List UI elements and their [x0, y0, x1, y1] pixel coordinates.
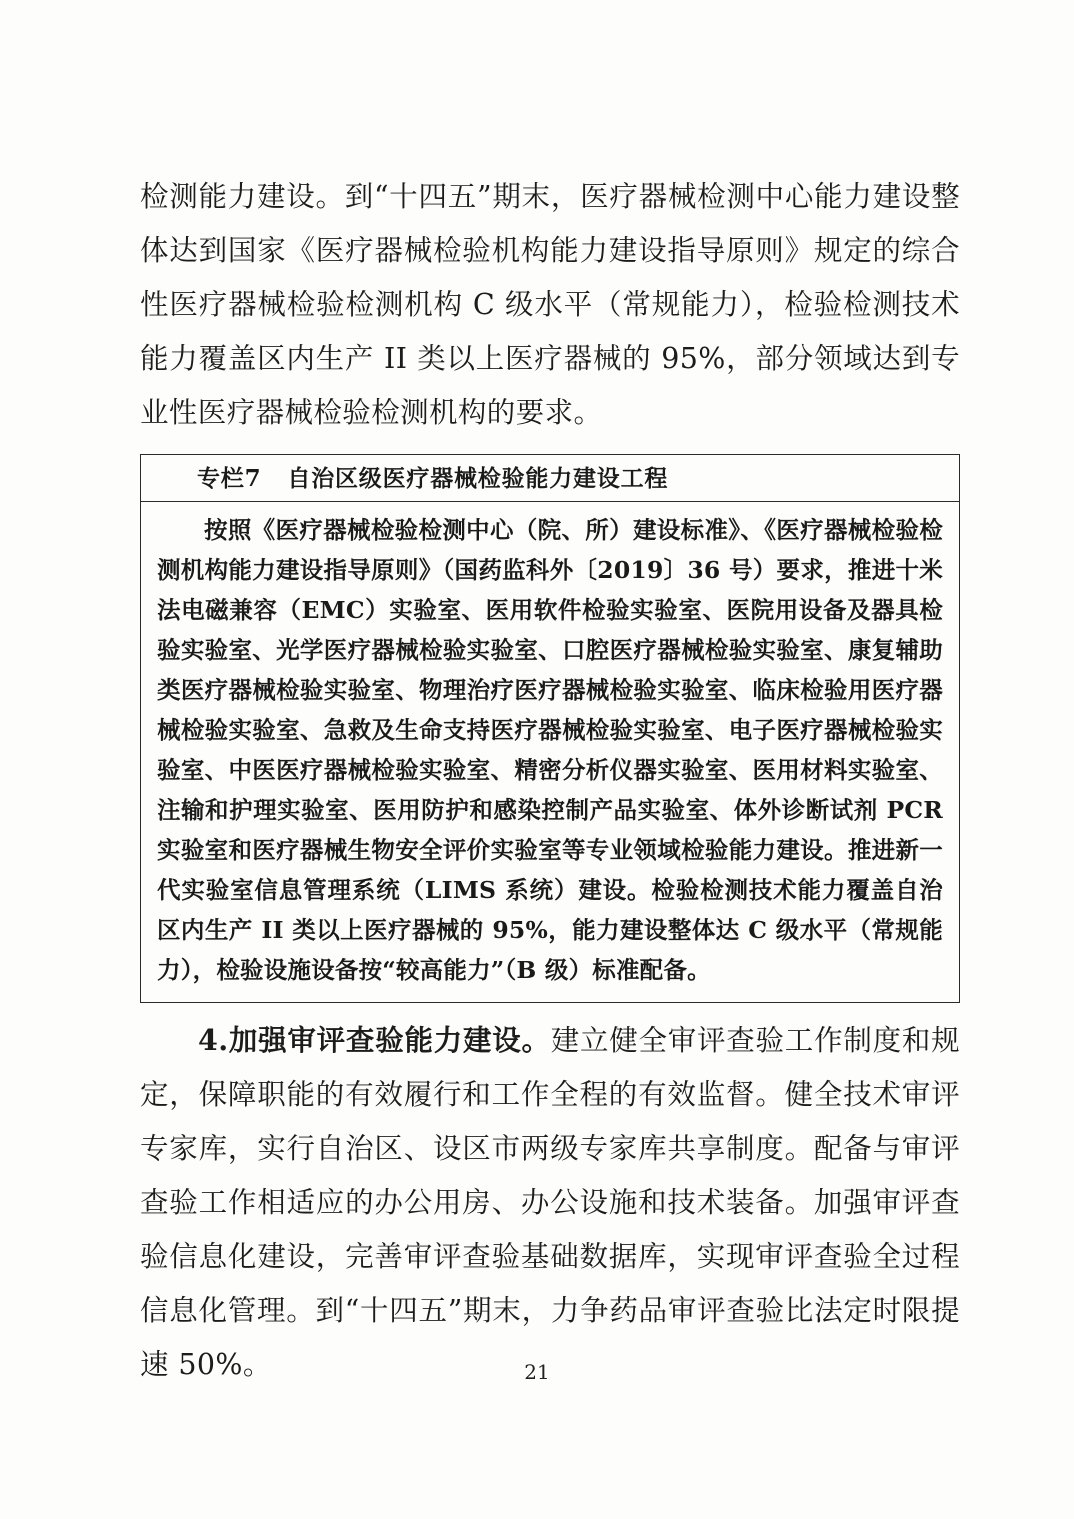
- page-number: 21: [524, 1360, 550, 1384]
- paragraph-continuation: 检测能力建设。到“十四五”期末，医疗器械检测中心能力建设整体达到国家《医疗器械检验机构能力建设指导原则》规定的综合性医疗器械检验检测机构 C 级水平（常规能力），检验检测技术能力覆盖区内生产 II 类以上医疗器械的 95%，部分领域达到专业性医疗器械检验检测机构的要求。: [140, 180, 960, 429]
- callout-box-column-7: [140, 454, 960, 1003]
- section-4-heading: 4.加强审评查验能力建设。: [198, 1022, 551, 1057]
- callout-box-body: 按照《医疗器械检验检测中心（院、所）建设标准》、《医疗器械检验检测机构能力建设指导原则》（国药监科外〔2019〕36 号）要求，推进十米法电磁兼容（EMC）实验室、医用软件检验实验室、医院用设备及器具检验实验室、光学医疗器械检验实验室、口腔医疗器械检验实验室、康复辅助类医疗器械检验实验室、物理治疗医疗器械检验实验室、临床检验用医疗器械检验实验室、急救及生命支持医疗器械检验实验室、电子医疗器械检验实验室、中医医疗器械检验实验室、精密分析仪器实验室、医用材料实验室、注输和护理实验室、医用防护和感染控制产品实验室、体外诊断试剂 PCR 实验室和医疗器械生物安全评价实验室等专业领域检验能力建设。推进新一代实验室信息管理系统（LIMS 系统）建设。检验检测技术能力覆盖自治区内生产 II 类以上医疗器械的 95%，能力建设整体达 C 级水平（常规能力），检验设施设备按“较高能力”（B 级）标准配备。: [157, 515, 943, 984]
- section-4-text: 建立健全审评查验工作制度和规定，保障职能的有效履行和工作全程的有效监督。健全技术审评专家库，实行自治区、设区市两级专家库共享制度。配备与审评查验工作相适应的办公用房、办公设施和技术装备。加强审评查验信息化建设，完善审评查验基础数据库，实现审评查验全过程信息化管理。到“十四五”期末，力争药品审评查验比法定时限提速 50%。: [140, 1023, 960, 1381]
- callout-box-title-text: 自治区级医疗器械检验能力建设工程: [287, 465, 669, 492]
- callout-box-title-label: 专栏7: [197, 465, 262, 492]
- section-4-paragraph: [140, 1013, 960, 1392]
- callout-box-title: [141, 455, 959, 502]
- page-content: [140, 170, 960, 1394]
